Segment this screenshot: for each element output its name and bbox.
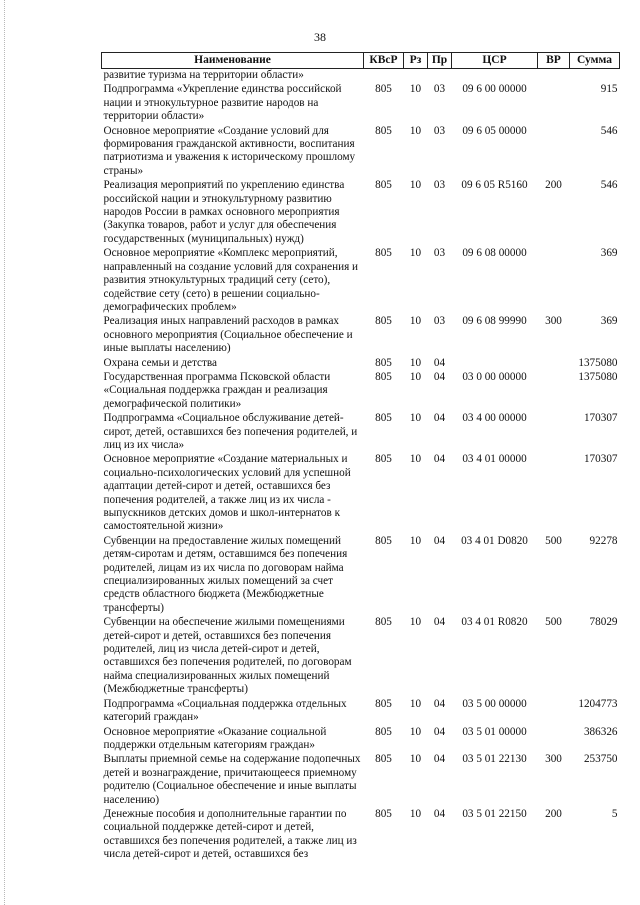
row-rz: 10 — [409, 83, 422, 96]
row-rz: 10 — [409, 697, 422, 710]
row-sum: 78029 — [589, 616, 618, 629]
row-pr — [428, 69, 452, 83]
row-name: развитие туризма на территории области» — [103, 69, 304, 81]
row-rz: 10 — [409, 412, 422, 425]
header-sum: Сумма — [570, 53, 620, 69]
row-pr: 03 — [433, 83, 446, 96]
row-rz: 10 — [409, 370, 422, 383]
row-kvsr: 805 — [375, 453, 392, 466]
row-csr: 03 4 01 00000 — [462, 453, 527, 466]
row-name: Подпрограмма «Укрепление единства российской нации и этнокультурное развитие народов на территории области» — [103, 83, 342, 123]
table-row — [102, 411, 620, 452]
row-pr: 04 — [433, 725, 446, 738]
row-vr — [538, 370, 570, 411]
row-sum: 253750 — [583, 753, 618, 766]
row-name: Реализация иных направлений расходов в рамках основного мероприятия (Социальное обеспечение и иные выплаты населению) — [103, 315, 353, 355]
row-sum: 1375080 — [578, 370, 618, 383]
row-rz — [404, 69, 428, 83]
row-rz: 10 — [409, 453, 422, 466]
table-body — [102, 69, 620, 862]
row-name: Государственная программа Псковской области «Социальная поддержка граждан и реализация демографической политики» — [103, 370, 331, 410]
row-kvsr: 805 — [375, 179, 392, 192]
row-name: Подпрограмма «Социальное обслуживание детей-сирот, детей, оставшихся без попечения родителей, и лиц из их числа» — [103, 412, 358, 451]
row-rz: 10 — [409, 247, 422, 260]
row-vr: 200 — [545, 807, 562, 820]
row-rz: 10 — [409, 356, 422, 369]
row-pr: 04 — [433, 453, 446, 466]
row-pr: 04 — [433, 616, 446, 629]
row-sum: 546 — [600, 179, 618, 192]
table-row — [102, 807, 620, 862]
table-row — [102, 356, 620, 370]
row-kvsr: 805 — [375, 616, 392, 629]
row-name: Подпрограмма «Социальная поддержка отдельных категорий граждан» — [103, 697, 347, 724]
page-number: 38 — [314, 30, 326, 44]
row-sum: 386326 — [583, 725, 618, 738]
header-rz: Рз — [404, 53, 428, 69]
row-vr — [538, 246, 570, 314]
table-row — [102, 69, 620, 83]
row-name: Охрана семьи и детства — [103, 356, 217, 369]
row-rz: 10 — [409, 124, 422, 137]
row-sum — [570, 69, 620, 83]
table-row — [102, 82, 620, 123]
row-pr: 03 — [433, 247, 446, 260]
table-row — [102, 725, 620, 753]
row-csr: 03 4 01 D0820 — [461, 534, 528, 547]
row-pr: 04 — [433, 807, 446, 820]
row-rz: 10 — [409, 753, 422, 766]
row-sum: 1375080 — [578, 356, 618, 369]
row-pr: 03 — [433, 179, 446, 192]
row-kvsr — [364, 69, 404, 83]
row-kvsr: 805 — [375, 124, 392, 137]
row-name: Основное мероприятие «Оказание социальной поддержки отдельным категориям граждан» — [103, 725, 327, 751]
row-csr: 09 6 08 99990 — [462, 315, 527, 328]
row-sum: 1204773 — [578, 697, 618, 710]
row-csr: 09 6 08 00000 — [462, 247, 527, 260]
row-vr — [538, 356, 570, 370]
row-kvsr: 805 — [375, 83, 392, 96]
row-vr — [538, 411, 570, 452]
row-name: Основное мероприятие «Создание материальных и социально-психологических условий для успешной адаптации детей-сирот и детей, оставшихся без попечения родителей, а также лиц из их числа - выпускников детских домов и школ-интернатов к самостоятельной жизни» — [103, 453, 351, 533]
row-csr: 03 5 01 00000 — [462, 725, 527, 738]
header-name: Наименование — [102, 53, 364, 69]
row-rz: 10 — [409, 725, 422, 738]
row-vr — [538, 697, 570, 725]
row-vr — [538, 124, 570, 179]
row-csr: 09 6 05 R5160 — [461, 179, 528, 192]
row-name: Субвенции на предоставление жилых помещений детям-сиротам и детям, оставшимся без попечения родителей, лицам из их числа по договорам найма специализированных жилых помещений за счет средств областного бюджета (Межбюджетные трансферты) — [103, 534, 348, 614]
header-vr: ВР — [538, 53, 570, 69]
table-row — [102, 178, 620, 246]
row-kvsr: 805 — [375, 247, 392, 260]
row-sum: 92278 — [589, 534, 618, 547]
row-csr: 03 4 01 R0820 — [461, 616, 528, 629]
table-row — [102, 370, 620, 411]
row-kvsr: 805 — [375, 534, 392, 547]
table-row — [102, 314, 620, 355]
row-pr: 03 — [433, 124, 446, 137]
row-kvsr: 805 — [375, 315, 392, 328]
row-pr: 03 — [433, 315, 446, 328]
row-kvsr: 805 — [375, 412, 392, 425]
row-pr: 04 — [433, 412, 446, 425]
row-name: Основное мероприятие «Создание условий для формирования гражданской активности, воспитания патриотизма и уважения к историческому прошлому страны» — [103, 124, 356, 177]
row-sum: 915 — [600, 83, 618, 96]
row-rz: 10 — [409, 179, 422, 192]
row-name: Субвенции на обеспечение жилыми помещениями детей-сирот и детей, оставшихся без попечения родителей, лиц из числа детей-сирот и детей, оставшихся без попечения родителей, по договорам найма специализированных жилых помещений (Межбюджетные трансферты) — [103, 616, 352, 696]
table-row — [102, 452, 620, 533]
row-sum: 170307 — [583, 453, 618, 466]
row-pr: 04 — [433, 356, 446, 369]
row-kvsr: 805 — [375, 753, 392, 766]
row-vr — [538, 452, 570, 533]
row-kvsr: 805 — [375, 697, 392, 710]
table-row — [102, 697, 620, 725]
row-sum: 5 — [611, 807, 618, 820]
row-csr: 03 5 01 22130 — [462, 753, 527, 766]
row-rz: 10 — [409, 616, 422, 629]
row-vr — [538, 725, 570, 753]
row-sum: 546 — [600, 124, 618, 137]
table-row — [102, 534, 620, 615]
row-kvsr: 805 — [375, 807, 392, 820]
row-rz: 10 — [409, 807, 422, 820]
table-row — [102, 124, 620, 179]
scan-margin-line — [4, 0, 6, 905]
row-pr: 04 — [433, 753, 446, 766]
row-kvsr: 805 — [375, 370, 392, 383]
row-csr: 03 5 01 22150 — [462, 807, 527, 820]
row-name: Выплаты приемной семье на содержание подопечных детей и вознаграждение, причитающееся приемному родителю (Социальное обеспечение и иные выплаты населению) — [103, 753, 361, 806]
row-vr: 500 — [545, 534, 562, 547]
row-csr: 09 6 00 00000 — [462, 83, 527, 96]
row-pr: 04 — [433, 534, 446, 547]
header-kvsr: КВсР — [364, 53, 404, 69]
row-kvsr: 805 — [375, 725, 392, 738]
row-name: Денежные пособия и дополнительные гарантии по социальной поддержке детей-сирот и детей, оставшихся без попечения родителей, а также лиц из числа детей-сирот и детей, оставшихся без — [103, 807, 357, 861]
table-row — [102, 752, 620, 807]
row-sum: 170307 — [583, 412, 618, 425]
table-row — [102, 615, 620, 696]
row-csr — [452, 356, 538, 370]
header-csr: ЦСР — [452, 53, 538, 69]
table-row — [102, 246, 620, 314]
row-vr: 500 — [545, 616, 562, 629]
row-vr: 300 — [545, 315, 562, 328]
row-pr: 04 — [433, 697, 446, 710]
row-rz: 10 — [409, 315, 422, 328]
row-csr: 03 5 00 00000 — [462, 697, 527, 710]
row-csr — [452, 69, 538, 83]
row-vr — [538, 82, 570, 123]
row-sum: 369 — [600, 315, 618, 328]
row-sum: 369 — [600, 247, 618, 260]
row-name: Реализация мероприятий по укреплению единства российской нации и этнокультурному развитию народов России в рамках основного мероприятия (Закупка товаров, работ и услуг для обеспечения государственных (муниципальных) нужд) — [103, 179, 345, 245]
header-pr: Пр — [428, 53, 452, 69]
row-kvsr: 805 — [375, 356, 392, 369]
row-csr: 03 0 00 00000 — [462, 370, 527, 383]
budget-table — [101, 52, 620, 862]
row-csr: 09 6 05 00000 — [462, 124, 527, 137]
row-pr: 04 — [433, 370, 446, 383]
row-rz: 10 — [409, 534, 422, 547]
table-header — [102, 53, 620, 69]
row-csr: 03 4 00 00000 — [462, 412, 527, 425]
row-name: Основное мероприятие «Комплекс мероприятий, направленный на создание условий для сохранения и развития этнокультурных традиций сету (сето), содействие сету (сето) в решении социально-демографических проблем» — [103, 247, 359, 313]
row-vr: 200 — [545, 179, 562, 192]
row-vr — [538, 69, 570, 83]
row-vr: 300 — [545, 753, 562, 766]
